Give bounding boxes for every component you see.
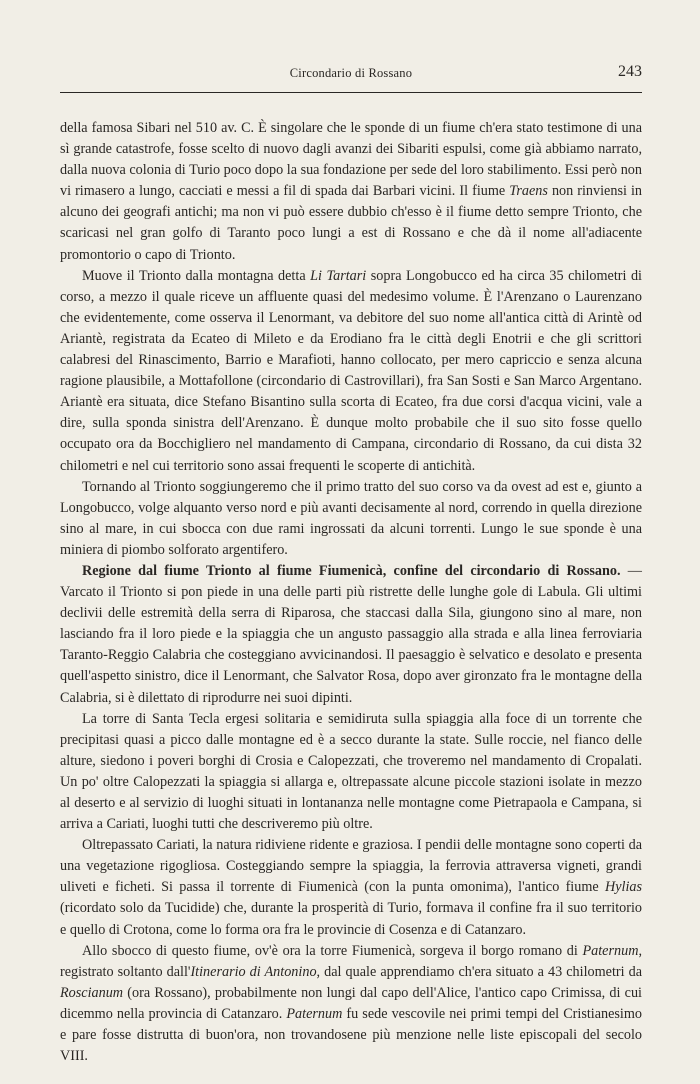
italic-run: Hylias <box>604 879 642 896</box>
running-head <box>60 63 642 86</box>
page-number: 243 <box>618 63 642 80</box>
header-rule <box>60 92 642 93</box>
italic-run: Paternum <box>582 942 639 959</box>
text-run: Oltrepassato Cariati, la natura ridiviene ridente e graziosa. I pendii delle montagne sono coperti da una vegetazione rigogliosa. Costeggiando sempre la spiaggia, la ferrovia attraversa vigneti, grandi uliveti e ficheti. Si passa il torrente di Fiumenicà (con la punta omonima), l'antico fiume <box>60 837 642 896</box>
italic-run: Roscianum <box>60 984 124 1001</box>
text-run: (ora Rossano), probabilmente non lungi dal capo dell'Alice, l'antico capo Crimissa, di cui dicemmo nella provincia di Catanzaro. <box>60 984 642 1022</box>
paragraph <box>60 561 642 709</box>
body-text <box>60 118 642 1067</box>
paragraph <box>60 477 642 561</box>
text-run: Allo sbocco di questo fiume, ov'è ora la torre Fiumenicà, sorgeva il borgo romano di <box>82 942 583 959</box>
text-run: della famosa Sibari nel 510 av. C. È singolare che le sponde di un fiume ch'era stato testimone di una sì grande catastrofe, fosse scelto di nuovo dagli avanzi dei Sibariti espulsi, come già abbiamo narrato, dalla nuova colonia di Turio poco dopo la sua fondazione per sede del loro stabilimento. Essi però non vi rimasero a lungo, cacciati e messi a fil di spada dai Barbari vicini. Il fiume <box>60 120 642 200</box>
text-run: , registrato soltanto dall' <box>60 942 642 980</box>
text-run: — Varcato il Trionto si pon piede in una delle parti più ristrette delle lunghe gole di Labula. Gli ultimi declivii delle estremità della serra di Riparosa, che staccasi dalla Sila, giungono sino al mare, non lasciando fra il loro piede e la spiaggia che un angusto passaggio alla strada e alla linea ferroviaria Taranto-Reggio Calabria che costeggiano avvicinandosi. Il paesaggio è selvatico e desolato e presenta quell'aspetto sinistro, dice il Lenormant, che Salvator Rosa, dopo aver gironzato fra le montagne della Calabria, si è dilettato di riprodurre nei suoi dipinti. <box>60 562 642 706</box>
text-run: La torre di Santa Tecla ergesi solitaria e semidiruta sulla spiaggia alla foce di un torrente che precipitasi quasi a picco dalle montagne ed è a secco durante la state. Sulle roccie, nel fianco delle alture, siedono i poveri borghi di Crosia e Calopezzati, che troveremo nel mandamento di Cropalati. Un po' oltre Calopezzati la spiaggia si allarga e, oltrepassate alcune piccole stazioni isolate in mezzo al deserto e al servizio di luoghi situati in lontananza nelle montagne come Pietrapaola e Campana, si arriva a Cariati, luoghi tutti che descriveremo più oltre. <box>60 710 642 833</box>
text-run: (ricordato solo da Tucidide) che, durante la prosperità di Turio, formava il confine fra il suo territorio e quello di Crotona, come lo forma ora fra le provincie di Cosenza e di Catanzaro. <box>60 900 642 938</box>
italic-run: Itinerario di Antonino <box>190 963 317 980</box>
paragraph <box>60 266 642 477</box>
paragraph <box>60 709 642 836</box>
text-run: , dal quale apprendiamo ch'era situato a 43 chilometri da <box>316 963 643 980</box>
italic-run: Traens <box>509 183 548 200</box>
text-run: sopra Longobucco ed ha circa 35 chilometri di corso, a mezzo il quale riceve un affluente quasi del medesimo volume. È l'Arenzano o Laurenzano che evidentemente, come osserva il Lenormant, va debitore del suo nome all'antica città di Arintè od Ariantè, registrata da Ecateo di Mileto e da Erodiano fra le città degli Enotrii e che gli scrittori calabresi del Rinascimento, Barrio e Marafioti, hanno collocato, per mero capriccio e senza alcuna ragione plausibile, a Mottafollone (circondario di Castrovillari), fra San Sosti e San Marco Argentano. Ariantè era situata, dice Stefano Bisantino sulla scorta di Ecateo, fra due corsi d'acqua vicini, vale a dire, sulla sponda sinistra dell'Arenzano. È dunque molto probabile che il suo sito fosse quello occupato ora da Bocchigliero nel mandamento di Campana, circondario di Rossano, da cui dista 32 chilometri e nel cui territorio sono assai frequenti le scoperte di antichità. <box>60 267 642 474</box>
section-heading: Regione dal fiume Trionto al fiume Fiumenicà, confine del circondario di Rossano. <box>82 562 621 579</box>
paragraph <box>60 835 642 940</box>
text-run: Muove il Trionto dalla montagna detta <box>82 267 311 284</box>
running-head-title: Circondario di Rossano <box>289 66 413 80</box>
italic-run: Paternum <box>286 1005 343 1022</box>
paragraph <box>60 118 642 266</box>
text-run: non rinviensi in alcuno dei geografi antichi; ma non vi può essere dubbio ch'esso è il fiume detto sempre Trionto, che scaricasi nel gran golfo di Taranto poco lungi a est di Rossano e che dà il nome all'adiacente promontorio o capo di Trionto. <box>60 183 642 263</box>
text-run: fu sede vescovile nei primi tempi del Cristianesimo e pare fosse distrutta di buon'ora, non trovandosene più menzione nelle liste episcopali del secolo VIII. <box>60 1005 643 1065</box>
text-run: Tornando al Trionto soggiungeremo che il primo tratto del suo corso va da ovest ad est e, giunto a Longobucco, volge alquanto verso nord e più avanti decisamente al nord, correndo in quella direzione sino al mare, in cui sbocca con due rami ingrossati da alcuni torrenti. Lungo le sue sponde è una miniera di piombo solforato argentifero. <box>60 478 642 558</box>
paragraph <box>60 941 642 1068</box>
book-page <box>60 0 642 1084</box>
italic-run: Li Tartari <box>310 267 367 284</box>
